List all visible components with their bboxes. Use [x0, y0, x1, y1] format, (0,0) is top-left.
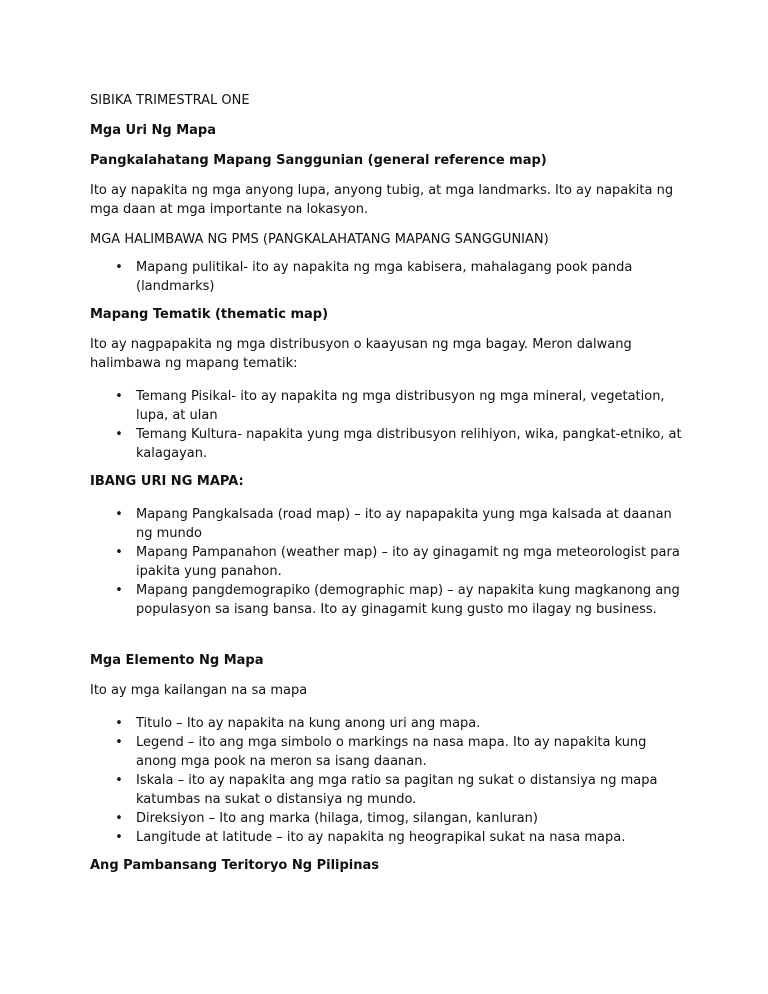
- list-item: • Iskala – ito ay napakita ang mga ratio sa pagitan ng sukat o distansiya ng mapa katumbas na sukat o distansiya ng mundo.: [136, 771, 682, 809]
- list-item: • Mapang Pampanahon (weather map) – ito ay ginagamit ng mga meteorologist para ipakita yung panahon.: [136, 543, 682, 581]
- bullet-icon: •: [115, 830, 123, 845]
- list-item: • Temang Pisikal- ito ay napakita ng mga distribusyon ng mga mineral, vegetation, lupa, at ulan: [136, 387, 682, 425]
- list-item: • Langitude at latitude – ito ay napakita ng heograpikal sukat na nasa mapa.: [136, 828, 682, 847]
- bullet-icon: •: [115, 735, 123, 750]
- heading-national-territory: Ang Pambansang Teritoryo Ng Pilipinas: [90, 858, 380, 873]
- bullet-icon: •: [115, 773, 123, 788]
- list-item: • Titulo – Ito ay napakita na kung anong uri ang mapa.: [136, 714, 682, 733]
- list-item: • Mapang Pangkalsada (road map) – ito ay napapakita yung mga kalsada at daanan ng mundo: [136, 505, 682, 543]
- heading-general-reference-map: Pangkalahatang Mapang Sanggunian (general reference map): [90, 153, 547, 168]
- heading-thematic-map: Mapang Tematik (thematic map): [90, 307, 329, 322]
- paragraph-map-elements: Ito ay mga kailangan na sa mapa: [90, 683, 308, 698]
- list-item: • Direksiyon – Ito ang marka (hilaga, timog, silangan, kanluran): [136, 809, 682, 828]
- list-item: • Mapang pangdemograpiko (demographic map) – ay napakita kung magkanong ang populasyon sa isang bansa. Ito ay ginagamit kung gusto mo ilagay ng business.: [136, 581, 682, 619]
- bullet-icon: •: [115, 507, 123, 522]
- paragraph-thematic-map: Ito ay nagpapakita ng mga distribusyon o kaayusan ng mga bagay. Meron dalwang halimbawa ng mapang tematik:: [90, 337, 632, 371]
- heading-map-elements: Mga Elemento Ng Mapa: [90, 653, 264, 668]
- bullet-icon: •: [115, 583, 123, 598]
- other-map-types-list: [90, 505, 682, 619]
- list-item: • Temang Kultura- napakita yung mga distribusyon relihiyon, wika, pangkat-etniko, at kalagayan.: [136, 425, 682, 463]
- document-header: SIBIKA TRIMESTRAL ONE: [90, 93, 250, 108]
- pms-examples-title: MGA HALIMBAWA NG PMS (PANGKALAHATANG MAPANG SANGGUNIAN): [90, 232, 549, 247]
- list-item: • Mapang pulitikal- ito ay napakita ng mga kabisera, mahalagang pook panda (landmarks): [136, 258, 682, 296]
- paragraph-general-reference-map: Ito ay napakita ng mga anyong lupa, anyong tubig, at mga landmarks. Ito ay napakita ng mga daan at mga importante na lokasyon.: [90, 183, 674, 217]
- thematic-list: [90, 387, 682, 463]
- pms-examples-list: [90, 258, 682, 296]
- bullet-icon: •: [115, 545, 123, 560]
- list-item: • Legend – ito ang mga simbolo o markings na nasa mapa. Ito ay napakita kung anong mga pook na meron sa isang daanan.: [136, 733, 682, 771]
- bullet-icon: •: [115, 811, 123, 826]
- bullet-icon: •: [115, 389, 123, 404]
- bullet-icon: •: [115, 427, 123, 442]
- document-body: [90, 91, 682, 886]
- bullet-icon: •: [115, 716, 123, 731]
- bullet-icon: •: [115, 260, 123, 275]
- heading-other-map-types: IBANG URI NG MAPA:: [90, 474, 244, 489]
- map-elements-list: [90, 714, 682, 847]
- heading-map-types: Mga Uri Ng Mapa: [90, 123, 216, 138]
